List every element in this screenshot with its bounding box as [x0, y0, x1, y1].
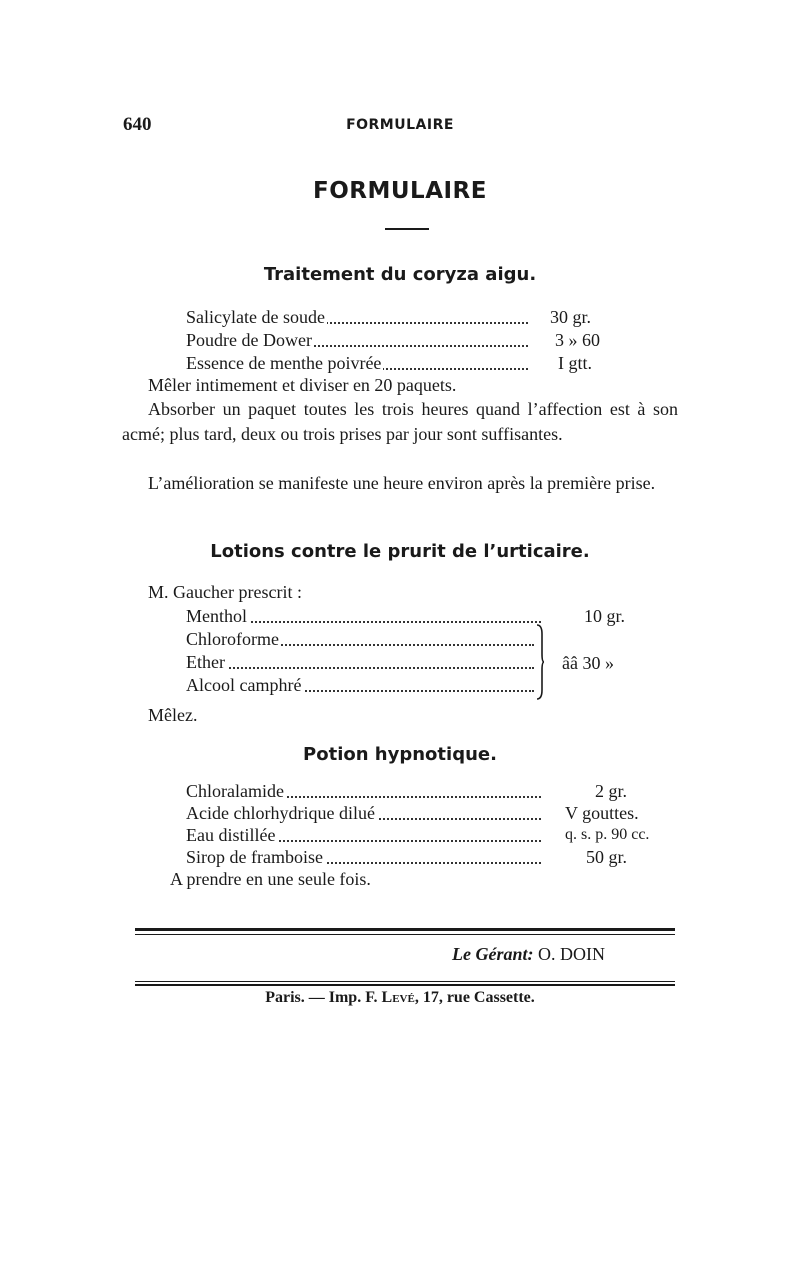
- ingredient-qty: I gtt.: [558, 353, 592, 373]
- ingredient-row: [186, 823, 541, 847]
- ingredient-qty: q. s. p. 90 cc.: [565, 826, 650, 843]
- instruction-text: Mêlez.: [148, 705, 198, 725]
- ingredient-row: [186, 351, 528, 375]
- ingredient-qty: 2 gr.: [595, 781, 628, 801]
- ingredient-name: Menthol: [186, 606, 247, 626]
- section-title-potion: Potion hypnotique.: [303, 744, 497, 765]
- imprint-text: Paris. — Imp. F.: [265, 989, 382, 1006]
- instruction-text: Mêler intimement et diviser en 20 paquets.: [148, 375, 457, 395]
- ingredient-row: [186, 328, 528, 352]
- instruction-text: Absorber un paquet toutes les trois heures quand l’affection est à son acmé; plus tard, deux ou trois prises par jour sont suffisantes.: [122, 399, 678, 444]
- footer-rule-thin: [135, 934, 675, 935]
- instruction-paragraph: [122, 471, 678, 496]
- title-rule: [385, 228, 429, 230]
- footer-rule-bottom: [135, 984, 675, 986]
- ingredient-qty: 30 gr.: [550, 307, 592, 327]
- prescriber-line: M. Gaucher prescrit :: [148, 582, 302, 602]
- grouped-qty: ââ 30 »: [562, 653, 614, 673]
- instruction-text: L’amélioration se manifeste une heure environ après la première prise.: [148, 473, 656, 493]
- brace-icon: [536, 624, 544, 700]
- ingredient-name: Chloralamide: [186, 781, 284, 801]
- ingredient-name: Ether: [186, 652, 225, 672]
- ingredient-qty: V gouttes.: [565, 803, 639, 823]
- ingredient-name: Eau distillée: [186, 825, 276, 845]
- ingredient-row: [186, 779, 541, 803]
- ingredient-qty: 10 gr.: [584, 606, 626, 626]
- ingredient-name: Poudre de Dower: [186, 330, 312, 350]
- page-number: 640: [123, 114, 152, 135]
- instruction-text: A prendre en une seule fois.: [170, 869, 371, 889]
- page-title: FORMULAIRE: [313, 178, 487, 204]
- ingredient-row: [186, 305, 528, 329]
- section-title-coryza: Traitement du coryza aigu.: [263, 264, 537, 285]
- imprint-address: , 17, rue Cassette.: [414, 989, 535, 1006]
- gerant-line: [0, 944, 605, 965]
- ingredient-name: Chloroforme: [186, 629, 279, 649]
- ingredient-name: Sirop de framboise: [186, 847, 323, 867]
- ingredient-row: [186, 801, 541, 825]
- ingredient-row: [186, 845, 541, 869]
- ingredient-name: Essence de menthe poivrée: [186, 353, 382, 373]
- ingredient-row: [186, 604, 541, 628]
- ingredient-qty: 3 » 60: [555, 330, 600, 350]
- section-title-urticaire: Lotions contre le prurit de l’urticaire.: [210, 541, 590, 562]
- ingredient-name: Alcool camphré: [186, 675, 302, 695]
- ingredient-name: Acide chlorhydrique dilué: [186, 803, 375, 823]
- instruction-paragraph: [122, 397, 678, 447]
- running-head: FORMULAIRE: [346, 117, 454, 133]
- imprint-printer: Levé: [381, 989, 415, 1006]
- ingredient-row: [186, 650, 534, 674]
- ingredient-row: [186, 673, 534, 697]
- gerant-name: O. DOIN: [538, 944, 605, 964]
- ingredient-name: Salicylate de soude: [186, 307, 325, 327]
- ingredient-qty: 50 gr.: [586, 847, 628, 867]
- gerant-label: Le Gérant:: [452, 944, 534, 964]
- footer-rule-bottom-thin: [135, 981, 675, 982]
- footer-rule-top: [135, 928, 675, 931]
- imprint-line: [0, 989, 800, 1007]
- ingredient-row: [186, 627, 534, 651]
